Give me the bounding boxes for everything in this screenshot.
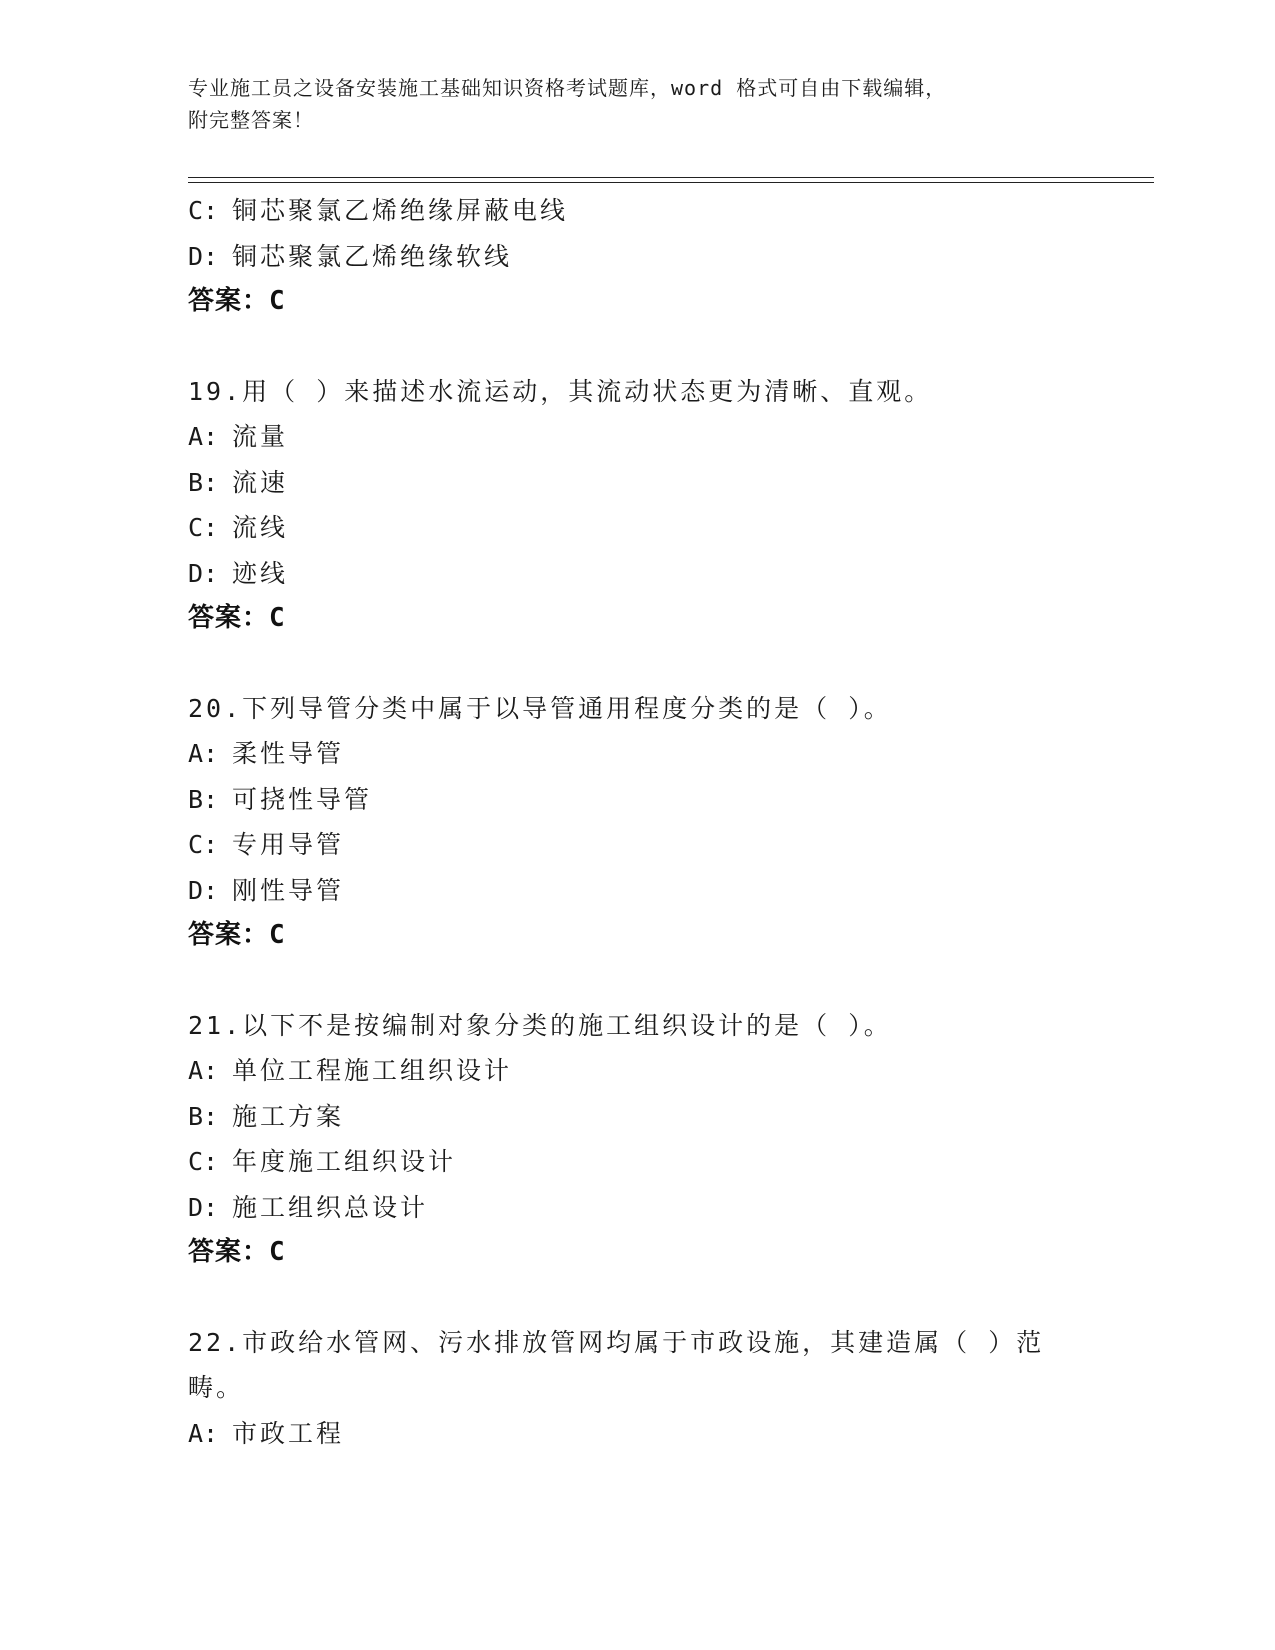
option-text: 铜芯聚氯乙烯绝缘软线 [232, 241, 513, 271]
question-text: 21.以下不是按编制对象分类的施工组织设计的是（ ）。 [188, 1010, 892, 1040]
spacer [188, 325, 1088, 369]
option-text: 年度施工组织设计 [232, 1147, 457, 1176]
option-c [188, 188, 1088, 234]
option-text: 流速 [232, 467, 289, 497]
option-key: A: [188, 1056, 219, 1085]
option-b [188, 777, 1088, 823]
option-b [188, 460, 1088, 506]
option-key: A: [188, 1418, 219, 1448]
answer-line: 答案：C [188, 286, 286, 316]
option-c [188, 1139, 1088, 1185]
option-c [188, 505, 1088, 551]
question-text: 20.下列导管分类中属于以导管通用程度分类的是（ ）。 [188, 693, 892, 723]
question-18 [188, 188, 1088, 325]
option-key: C: [188, 830, 219, 859]
option-a [188, 1411, 1088, 1457]
header-line-2: 附完整答案！ [188, 108, 314, 132]
answer-line: 答案：C [188, 1237, 286, 1267]
option-d [188, 234, 1088, 280]
option-text: 可挠性导管 [232, 784, 373, 814]
option-a [188, 731, 1088, 777]
question-text-line-1: 22.市政给水管网、污水排放管网均属于市政设施，其建造属（ ）范 [188, 1327, 1045, 1357]
question-19 [188, 369, 1088, 642]
document-header [188, 72, 1078, 136]
spacer [188, 959, 1088, 1003]
spacer [188, 1276, 1088, 1320]
header-line-1: 专业施工员之设备安装施工基础知识资格考试题库，word 格式可自由下载编辑， [188, 76, 947, 100]
question-20 [188, 686, 1088, 959]
spacer [188, 642, 1088, 686]
option-key: B: [188, 467, 219, 497]
option-key: C: [188, 196, 219, 225]
option-text: 柔性导管 [232, 739, 345, 768]
option-d [188, 1185, 1088, 1231]
option-c [188, 822, 1088, 868]
option-a [188, 1048, 1088, 1094]
option-d [188, 868, 1088, 914]
question-22 [188, 1320, 1088, 1457]
option-key: D: [188, 558, 219, 588]
option-key: D: [188, 1192, 219, 1222]
option-text: 施工组织总设计 [232, 1192, 429, 1222]
header-divider-top [188, 177, 1154, 178]
question-list [188, 188, 1088, 1456]
option-d [188, 551, 1088, 597]
option-text: 单位工程施工组织设计 [232, 1056, 513, 1085]
option-key: B: [188, 784, 219, 814]
question-text-line-2: 畴。 [188, 1373, 245, 1402]
header-divider-bottom [188, 182, 1154, 183]
answer-line: 答案：C [188, 603, 286, 633]
option-text: 流量 [232, 422, 289, 451]
option-key: C: [188, 1147, 219, 1176]
option-key: D: [188, 241, 219, 271]
option-text: 刚性导管 [232, 875, 345, 905]
option-text: 施工方案 [232, 1101, 345, 1131]
option-text: 专用导管 [232, 830, 345, 859]
question-text: 19.用（ ）来描述水流运动，其流动状态更为清晰、直观。 [188, 376, 933, 406]
option-key: C: [188, 513, 219, 542]
option-text: 铜芯聚氯乙烯绝缘屏蔽电线 [232, 196, 569, 225]
option-key: A: [188, 739, 219, 768]
option-key: A: [188, 422, 219, 451]
question-21 [188, 1003, 1088, 1276]
option-text: 市政工程 [232, 1418, 345, 1448]
option-a [188, 414, 1088, 460]
option-key: D: [188, 875, 219, 905]
option-text: 迹线 [232, 558, 289, 588]
option-key: B: [188, 1101, 219, 1131]
answer-line: 答案：C [188, 920, 286, 950]
option-b [188, 1094, 1088, 1140]
option-text: 流线 [232, 513, 289, 542]
